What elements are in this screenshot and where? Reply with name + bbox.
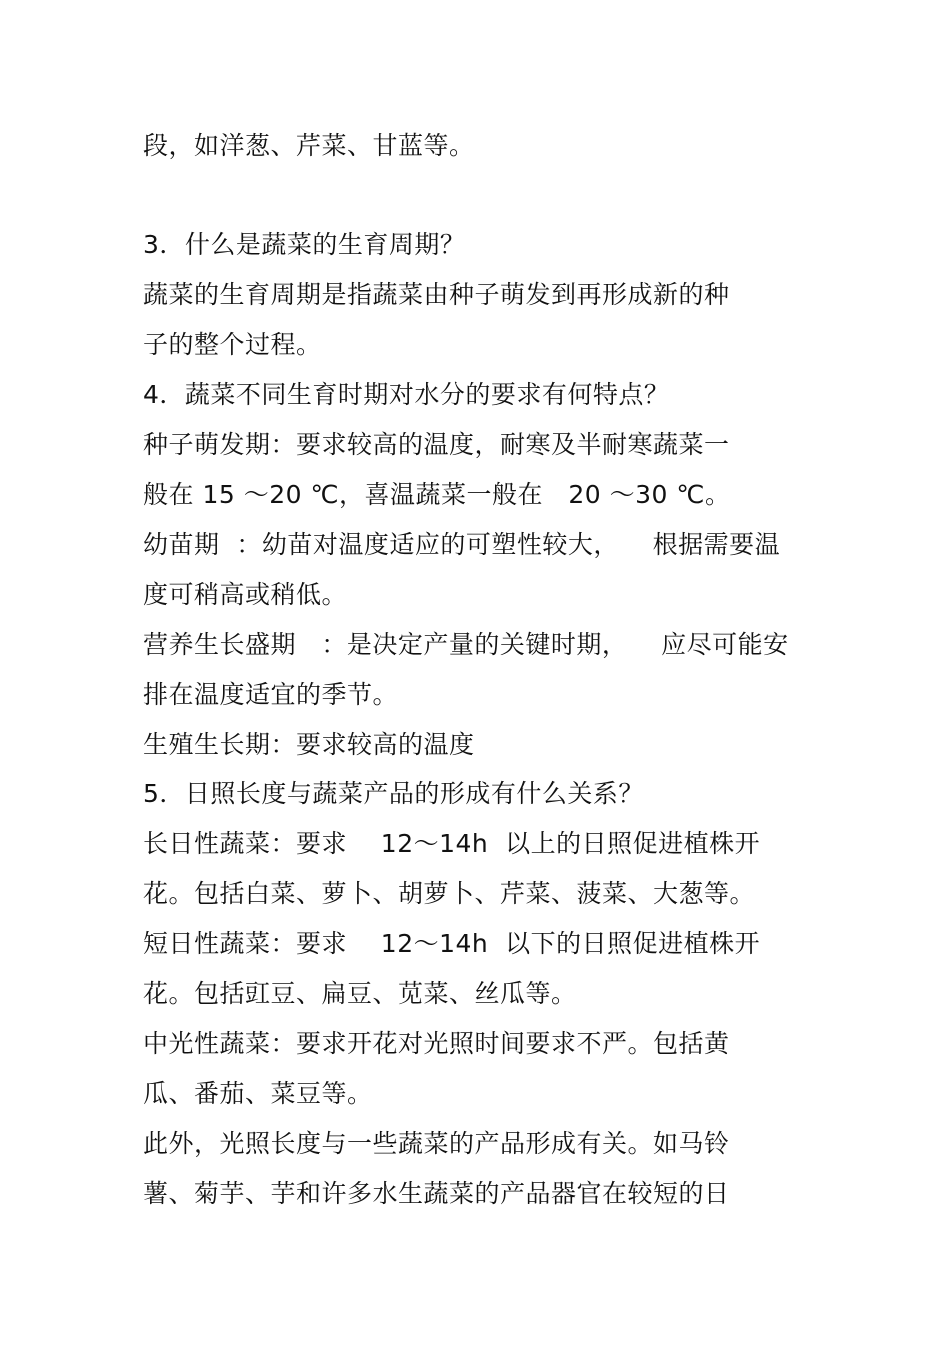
question-heading: 4．蔬菜不同生育时期对水分的要求有何特点？ — [143, 380, 670, 409]
text-line: 般在 15 ～20 ℃，喜温蔬菜一般在 20 ～30 ℃。 — [143, 480, 731, 509]
text-line: 花。包括白菜、萝卜、胡萝卜、芹菜、菠菜、大葱等。 — [143, 879, 756, 908]
text-line: 段，如洋葱、芹菜、甘蓝等。 — [143, 131, 475, 160]
text-line: 花。包括豇豆、扁豆、苋菜、丝瓜等。 — [143, 979, 577, 1008]
text-line: 蔬菜的生育周期是指蔬菜由种子萌发到再形成新的种 — [143, 280, 730, 309]
text-line: 子的整个过程。 — [143, 330, 322, 359]
text-line: 营养生长盛期 ：是决定产量的关键时期， 应尽可能安 — [143, 630, 789, 659]
text-line: 长日性蔬菜：要求 12～14h 以上的日照促进植株开 — [143, 829, 761, 858]
text-line: 生殖生长期：要求较高的温度 — [143, 730, 475, 759]
text-line: 薯、菊芋、芋和许多水生蔬菜的产品器官在较短的日 — [143, 1179, 730, 1208]
question-heading: 3．什么是蔬菜的生育周期？ — [143, 230, 466, 259]
text-line: 幼苗期 ：幼苗对温度适应的可塑性较大， 根据需要温 — [143, 530, 781, 559]
text-line: 短日性蔬菜：要求 12～14h 以下的日照促进植株开 — [143, 929, 761, 958]
text-line: 种子萌发期：要求较高的温度，耐寒及半耐寒蔬菜一 — [143, 430, 730, 459]
question-heading: 5．日照长度与蔬菜产品的形成有什么关系？ — [143, 779, 644, 808]
text-line: 排在温度适宜的季节。 — [143, 680, 399, 709]
text-line: 瓜、番茄、菜豆等。 — [143, 1079, 373, 1108]
text-line: 中光性蔬菜：要求开花对光照时间要求不严。包括黄 — [143, 1029, 730, 1058]
text-line: 度可稍高或稍低。 — [143, 580, 348, 609]
text-line: 此外，光照长度与一些蔬菜的产品形成有关。如马铃 — [143, 1129, 730, 1158]
